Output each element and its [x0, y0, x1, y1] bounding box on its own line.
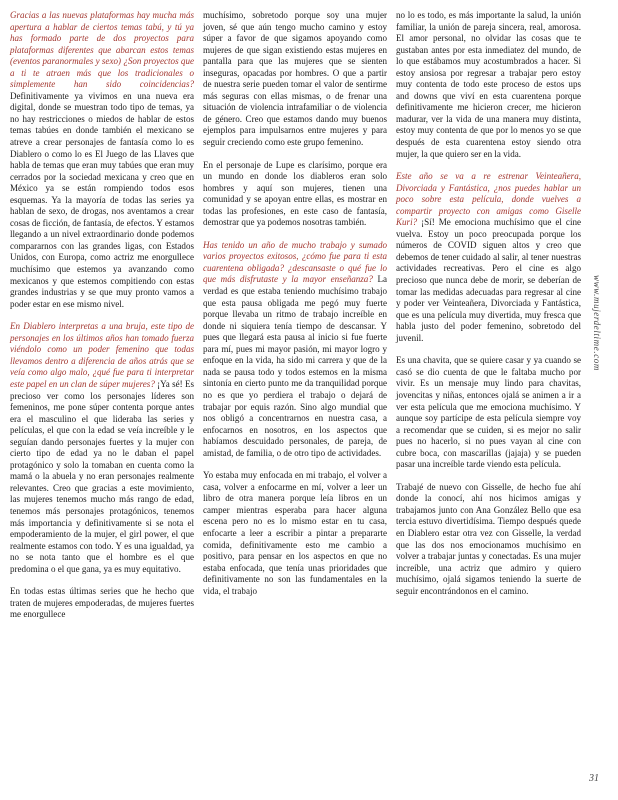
paragraph	[203, 160, 387, 229]
paragraph	[396, 171, 581, 344]
answer-text: muchísimo, sobretodo porque soy una mujer joven, sé que aún tengo mucho camino y estoy súper a favor de que sigamos apoyando como mujeres de que sigan existiendo estas mujeres en pantalla para que las mujeres que se sienten inseguras, opacadas por hombres. O que a partir de nuestra serie pueden tomar el valor de sentirme más seguras con ellas mismas, o de frenar una situación de violencia intrafamiliar o de violencia de género. Creo que estamos dando muy buenos ejemplos para impulsarnos entre mujeres y para seguir creciendo como este grupo femenino.	[203, 10, 387, 148]
answer-text: La verdad es que estaba teniendo muchísimo trabajo que esta pausa obligada me pegó muy fuerte porque llevaba un ritmo de trabajo increíble en donde ni siquiera tenía tiempo de descansar. Y pues que llegará esta pausa al inicio si fue fuerte para mí, pues mi mayor pasión, mi mayor logro y enfoque en la vida, ha sido mi carrera y que de la nada se pausa todo y todos estemos en la misma sintonía en cierto punto me da tranquilidad porque no es que yo perdiera el trabajo o dejará de trabajar por equis razón. Sino algo mundial que nos obligó a concentrarnos en nuestra casa, a enfocarnos en nosotros, en los aspectos que habíamos descuidado personales, de pareja, de amistad, de familia, o de otro tipo de actividades.	[203, 274, 387, 458]
paragraph	[396, 482, 581, 597]
interview-question: En Diablero interpretas a una bruja, este tipo de personajes en los últimos años han tomado fuerza viéndolo como un poder femenino que todas llevamos dentro a diferencia de años atrás que se veía como algo malo, ¿qué fue para ti interpretar este papel en un clan de súper mujeres?	[10, 321, 194, 389]
answer-text: En todas estas últimas series que he hecho que traten de mujeres empoderadas, de mujeres fuertes me enorgullece	[10, 586, 194, 620]
column-2	[203, 10, 387, 608]
answer-text: ¡Sí! Me emociona muchísimo que el cine vuelva. Estoy un poco preocupada porque los números de COVID siguen altos y creo que debemos de tener cuidado al salir, al tener nuestras actividades recreativas. Pero el cine es algo precioso que nunca debe de morir, se deberían de tomar las medidas adecuadas para regresar al cine y poder ver Veinteañera, Divorciada y Fantástica, que es una película muy divertida, muy fresca que habla justo del poder femenino, sobretodo del juvenil.	[396, 217, 581, 343]
interview-question: Gracias a las nuevas plataformas hay mucha más apertura a hablar de ciertos temas tabú, y tú ya has formado parte de dos proyectos para plataformas diferentes que abarcan estos temas (eventos paranormales y sexo) ¿Son proyectos que a ti te atraen más que los tradicionales o simplemente han sido coincidencias?	[10, 10, 194, 90]
interview-question: Has tenido un año de mucho trabajo y sumado varios proyectos exitosos, ¿cómo fue para ti esta cuarentena obligada? ¿descansaste o qué fue lo que más disfrutaste y la mayor enseñanza?	[203, 239, 387, 285]
column-3	[396, 10, 581, 608]
paragraph	[203, 470, 387, 597]
paragraph	[203, 240, 387, 459]
answer-text: Yo estaba muy enfocada en mi trabajo, el volver a casa, volver a enfocarme en mí, volver a leer un libro de otra manera porque leía libros en un camper mientras esperaba para hacer alguna escena pero no es lo mismo estar en tu casa, enfocarte a leer a escribir a pintar a prepararte comida, definitivamente esto me cambio a positivo, para pensar en los aspectos en que no estaba enfocada, que tenía unas prioridades que definitivamente no son las fundamentales en la vida, el trabajo	[203, 470, 387, 596]
paragraph	[10, 586, 194, 621]
answer-text: no lo es todo, es más importante la salud, la unión familiar, la unión de pareja sincera, real, amorosa. El amor personal, no olvidar las cosas que te gustaban antes por esta inmediatez del mundo, de lo que estábamos muy acostumbrados a hacer. Si estoy ansiosa por regresar a trabajar pero estoy muy contenta de todo este proceso de estos ups and downs que viví en esta cuarentena porque definitivamente me hicieron crecer, me hicieron madurar, ver la vida de una manera muy distinta, estoy muy contenta de que por lo menos yo se que después de esta cuarentena estoy siendo otra mujer, la que quiero ser en la vida.	[396, 10, 581, 159]
page-number: 31	[589, 773, 599, 784]
column-1	[10, 10, 194, 632]
paragraph	[203, 10, 387, 149]
answer-text: Definitivamente ya vivimos en una nueva era digital, donde se muestran todo tipo de temas, ya no hay restricciones o miedos de hablar de estos temas tabúes en donde también el mexicano se atreve a crear personajes de fantasía como lo es Diablero o como lo es El Juego de las Llaves que habla de temas que eran muy tabúes que eran muy cerrados por la sociedad mexicana y creo que en México ya se están rompiendo todos esos esquemas. Ya la mayoría de todas las series ya hablan de sexo, de drogas, nos aventamos a crear cosas de ficción, de fantasía, de efectos. Y estamos llegando a un nivel extraordinario donde podemos compararnos con las grandes ligas, con Estados Unidos, con Europa, como actriz me enorgullece muchísimo que estemos ya avanzando como mexicanos y que estemos compitiendo con estas grandes industrias y se que muy pronto vamos a poder estar en ese mismo nivel.	[10, 90, 194, 309]
answer-text: ¡Ya sé! Es precioso ver como los personajes líderes son femeninos, me pone súper contenta porque antes era el masculino el que lideraba las series y películas, el que con la edad se veía increíble y le seguían dando personajes fuertes y la mujer con cierto tipo de edad ya no le daban el papel protagónico y solo la tomaban en cuenta como la mamá o la abuela y no eran personajes realmente relevantes. Creo que gracias a este movimiento, las mujeres tenemos mucho más rango de edad, tenemos más personajes protagónicos, tenemos más importancia y definitivamente si se nota el empoderamiento de la mujer, el girl power, el que realmente estamos con todo. Y es una igualdad, ya no se nota tanto que el hombre es el que predomina o el que gana, ya es muy equitativo.	[10, 378, 194, 574]
answer-text: Es una chavita, que se quiere casar y ya cuando se casó se dio cuenta de que le faltaba mucho por vivir. Es un mensaje muy lindo para chavitas, jovencitas y niñas, entonces ojalá se animen a ir a ver esta película que me emociona muchísimo. Y aunque soy partícipe de esta película siempre voy a recomendar que se cuiden, si es mejor no salir pues no hacerlo, si no pues vayan al cine con cubre boca, con mascarillas (jajaja) y se pueden pasar una increíble tarde viendo esta película.	[396, 355, 581, 470]
interview-question: Este año se va a re estrenar Veinteañera, Divorciada y Fantástica, ¿nos puedes hablar un poco sobre esta película, donde vuelves a compartir proyecto con amigas como Giselle Kuri?	[396, 171, 581, 228]
answer-text: En el personaje de Lupe es clarísimo, porque era un mundo en donde los diableros eran solo hombres y aquí son mujeres, tienen una comunidad y se apoyan entre ellas, es mostrar en todas las profesiones, en este caso de fantasía, demostrar que ya podemos nosotras también.	[203, 159, 387, 228]
paragraph	[396, 10, 581, 160]
paragraph	[10, 321, 194, 575]
sidebar-url: www.mujerdeltime.com	[592, 275, 602, 371]
paragraph	[10, 10, 194, 310]
paragraph	[396, 355, 581, 470]
answer-text: Trabajé de nuevo con Gisselle, de hecho fue ahí donde la conocí, ahí nos hicimos amigas y trabajamos junto con Ana González Bello que esa tercia estuvo divertidísima. Tiempo después quede en Diablero estar otra vez con Gisselle, la verdad que las dos nos emocionamos muchísimo en volver a trabajar juntas y conectadas. Es una mujer increíble, una actriz que admiro y quiero muchísimo, ojalá sigamos teniendo la suerte de seguir encontrándonos en el camino.	[396, 481, 581, 596]
